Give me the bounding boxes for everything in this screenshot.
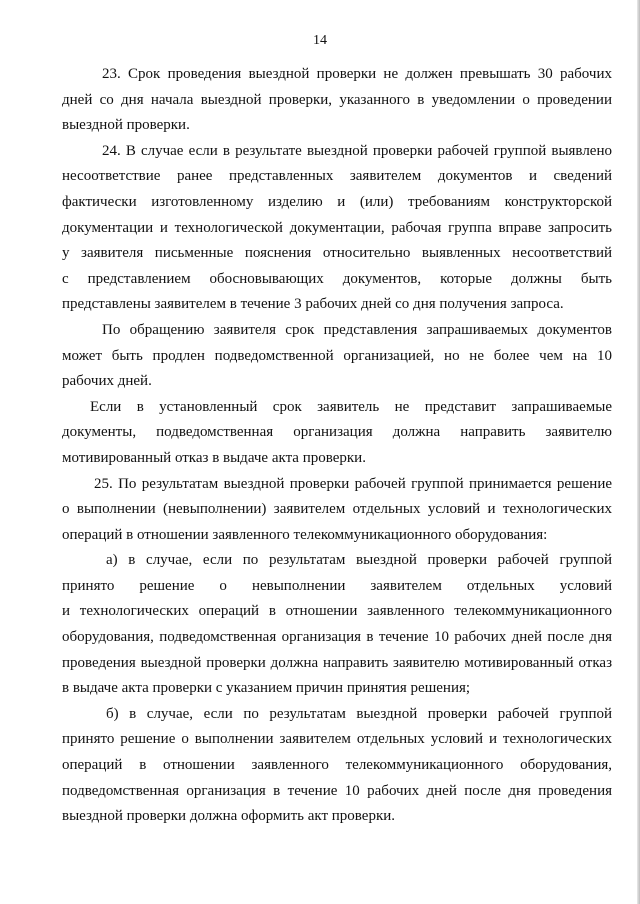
- text-line: в выдаче акта проверки с указанием причин принятия решения;: [62, 680, 471, 697]
- text-line: выездной проверки.: [62, 117, 190, 134]
- text-line: оборудования, подведомственная организация в течение 10 рабочих дней после дня: [62, 629, 612, 646]
- text-line: и технологических операций в отношении заявленного телекоммуникационного: [62, 603, 612, 620]
- paragraph-24: [62, 139, 612, 318]
- text-line: может быть продлен подведомственной организацией, но не более чем на 10: [62, 347, 612, 364]
- text-line: 25. По результатам выездной проверки рабочей группой принимается решение: [94, 475, 612, 492]
- text-line: несоответствие ранее представленных заявителем документов и сведений: [62, 168, 612, 185]
- text-line: По обращению заявителя срок представления запрашиваемых документов: [102, 321, 612, 338]
- text-line: Если в установленный срок заявитель не представит запрашиваемые: [90, 398, 612, 415]
- text-line: документы, подведомственная организация должна направить заявителю: [62, 424, 612, 441]
- text-line: 23. Срок проведения выездной проверки не должен превышать 30 рабочих: [102, 66, 612, 82]
- text-line: принято решение о выполнении заявителем отдельных условий и технологических: [62, 731, 612, 748]
- text-line: дней со дня начала выездной проверки, указанного в уведомлении о проведении: [62, 91, 612, 108]
- page-number: 14: [313, 33, 327, 48]
- text-line: операций в отношении заявленного телекоммуникационного оборудования,: [62, 757, 612, 774]
- text-line: принято решение о невыполнении заявителем отдельных условий: [62, 577, 612, 594]
- text-line: о выполнении (невыполнении) заявителем отдельных условий и технологических: [62, 501, 612, 518]
- text-line: 24. В случае если в результате выездной проверки рабочей группой выявлено: [102, 142, 612, 159]
- paragraph-24-refusal: [62, 395, 612, 472]
- text-line: фактически изготовленному изделию и (или) требованиям конструкторской: [62, 193, 612, 210]
- text-line: операций в отношении заявленного телекоммуникационного оборудования:: [62, 526, 548, 543]
- text-line: у заявителя письменные пояснения относительно выявленных несоответствий: [62, 245, 612, 262]
- text-line: б) в случае, если по результатам выездной проверки рабочей группой: [106, 705, 612, 722]
- text-line: рабочих дней.: [62, 373, 152, 390]
- text-line: представлены заявителем в течение 3 рабочих дней со дня получения запроса.: [62, 296, 564, 313]
- paragraph-25-a: [62, 548, 612, 702]
- text-line: мотивированный отказ в выдаче акта проверки.: [62, 449, 366, 466]
- text-line: проведения выездной проверки должна направить заявителю мотивированный отказ: [62, 654, 612, 671]
- text-line: документации и технологической документации, рабочая группа вправе запросить: [62, 219, 612, 236]
- document-body: [62, 62, 612, 830]
- paragraph-25: [62, 472, 612, 549]
- text-line: а) в случае, если по результатам выездной проверки рабочей группой: [106, 552, 612, 569]
- text-line: выездной проверки должна оформить акт проверки.: [62, 808, 396, 825]
- text-line: подведомственная организация в течение 10 рабочих дней после дня проведения: [62, 782, 612, 799]
- text-line: с представлением обосновывающих документов, которые должны быть: [62, 270, 612, 287]
- paragraph-25-b: [62, 702, 612, 830]
- paragraph-24-extension: [62, 318, 612, 395]
- paragraph-23: [62, 62, 612, 139]
